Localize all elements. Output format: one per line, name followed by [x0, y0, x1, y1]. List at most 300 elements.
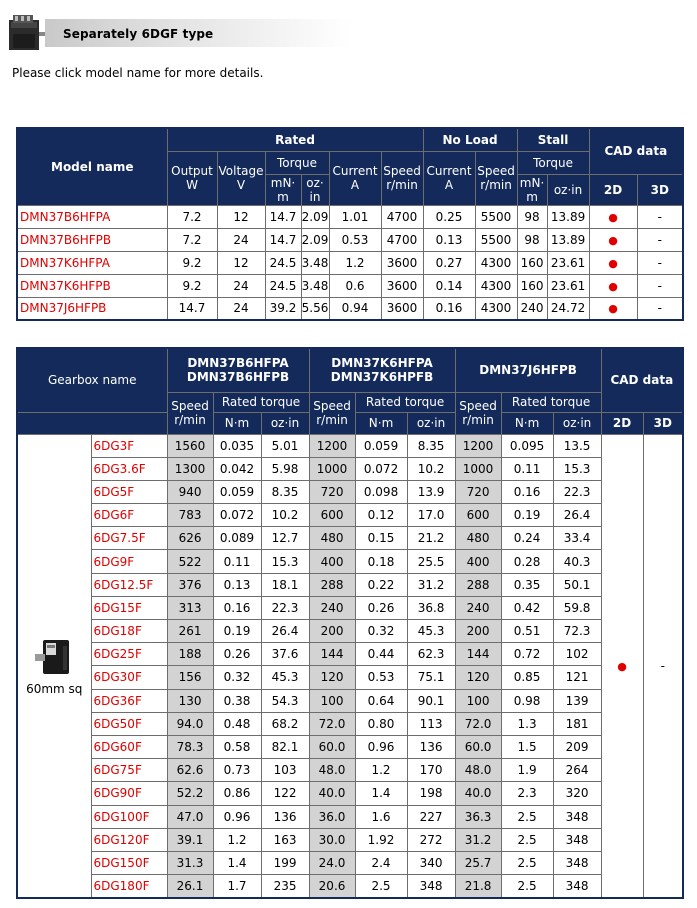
cell-o1: 18.1 — [261, 573, 309, 596]
cell-s3: 288 — [455, 573, 501, 596]
gearbox-name-link[interactable]: 6DG3.6F — [93, 461, 146, 476]
cell-s1: 313 — [167, 596, 213, 619]
gearbox-name-cell — [91, 596, 167, 619]
motor-spec-table — [16, 127, 684, 321]
header-torque-ozin: oz· in — [301, 174, 329, 205]
cell-s3: 48.0 — [455, 759, 501, 782]
gearbox-name-cell — [91, 851, 167, 874]
cell-n2: 0.22 — [355, 573, 407, 596]
cell-o2: 13.9 — [407, 480, 455, 503]
cell-o2: 45.3 — [407, 620, 455, 643]
cell-n1: 1.2 — [213, 828, 261, 851]
cell-torque-mn: 24.5 — [265, 274, 301, 297]
cell-n3: 0.19 — [501, 504, 553, 527]
cell-o3: 121 — [553, 666, 601, 689]
cell-n2: 0.098 — [355, 480, 407, 503]
cell-output: 7.2 — [167, 228, 217, 251]
cell-nl-speed: 4300 — [475, 274, 517, 297]
cell-s2: 100 — [309, 689, 355, 712]
cell-output: 9.2 — [167, 251, 217, 274]
cell-s2: 144 — [309, 643, 355, 666]
cell-o3: 348 — [553, 828, 601, 851]
gearbox-name-link[interactable]: 6DG50F — [93, 716, 142, 731]
cell-n3: 0.28 — [501, 550, 553, 573]
header-gear-cad-data: CAD data — [601, 348, 683, 412]
cell-stall-mn: 240 — [517, 297, 547, 320]
cell-stall-mn: 160 — [517, 274, 547, 297]
cell-n3: 0.11 — [501, 457, 553, 480]
gear-cad-3d-cell: - — [643, 434, 683, 898]
cell-o1: 45.3 — [261, 666, 309, 689]
cell-n2: 0.64 — [355, 689, 407, 712]
cell-s1: 52.2 — [167, 782, 213, 805]
cell-n2: 0.15 — [355, 527, 407, 550]
cell-o1: 37.6 — [261, 643, 309, 666]
table-row — [17, 875, 683, 898]
model-name-link[interactable]: DMN37B6HFPB — [20, 232, 112, 247]
cell-o3: 33.4 — [553, 527, 601, 550]
gearbox-name-cell — [91, 527, 167, 550]
header-cad-3d: 3D — [637, 174, 683, 205]
gearbox-name-link[interactable]: 6DG15F — [93, 600, 142, 615]
model-name-link[interactable]: DMN37B6HFPA — [20, 209, 111, 224]
model-name-cell — [17, 205, 167, 228]
model-name-cell — [17, 274, 167, 297]
cell-o2: 170 — [407, 759, 455, 782]
cell-s2: 20.6 — [309, 875, 355, 898]
header-motor-group-2: DMN37K6HFPA DMN37K6HPFB — [309, 348, 455, 392]
cell-s3: 40.0 — [455, 782, 501, 805]
cell-n2: 2.4 — [355, 851, 407, 874]
table-row — [17, 274, 683, 297]
cell-nl-speed: 5500 — [475, 228, 517, 251]
cell-s3: 60.0 — [455, 735, 501, 758]
cell-nl-speed: 5500 — [475, 205, 517, 228]
cell-current: 1.2 — [329, 251, 381, 274]
cell-stall-mn: 160 — [517, 251, 547, 274]
cell-n3: 1.5 — [501, 735, 553, 758]
cell-n2: 0.32 — [355, 620, 407, 643]
cell-o2: 21.2 — [407, 527, 455, 550]
cell-s3: 240 — [455, 596, 501, 619]
cell-n3: 1.3 — [501, 712, 553, 735]
cell-n1: 0.059 — [213, 480, 261, 503]
cell-torque-oz: 3.48 — [301, 274, 329, 297]
gearbox-name-link[interactable]: 6DG180F — [93, 878, 150, 893]
cell-n3: 0.16 — [501, 480, 553, 503]
table-row — [17, 251, 683, 274]
table-row — [17, 504, 683, 527]
table-row — [17, 228, 683, 251]
cell-n2: 0.12 — [355, 504, 407, 527]
cell-n1: 0.48 — [213, 712, 261, 735]
cell-s3: 100 — [455, 689, 501, 712]
cad-3d-cell: - — [637, 297, 683, 320]
cell-speed: 3600 — [381, 297, 423, 320]
cad-3d-cell: - — [637, 205, 683, 228]
table-row — [17, 712, 683, 735]
cell-output: 9.2 — [167, 274, 217, 297]
model-name-cell — [17, 297, 167, 320]
cell-s1: 1300 — [167, 457, 213, 480]
cell-s2: 1200 — [309, 434, 355, 457]
cell-n3: 2.5 — [501, 828, 553, 851]
gearbox-name-link[interactable]: 6DG18F — [93, 624, 142, 639]
gearbox-name-cell — [91, 643, 167, 666]
cell-o1: 26.4 — [261, 620, 309, 643]
cell-n3: 0.42 — [501, 596, 553, 619]
header-g1-rated-torque: Rated torque — [213, 392, 309, 412]
cell-s2: 72.0 — [309, 712, 355, 735]
header-rated: Rated — [167, 128, 423, 151]
cell-n1: 0.73 — [213, 759, 261, 782]
model-name-link[interactable]: DMN37K6HFPB — [20, 278, 111, 293]
gearbox-name-link[interactable]: 6DG6F — [93, 508, 135, 523]
cell-s3: 1200 — [455, 434, 501, 457]
header-stall-torque: Torque — [517, 151, 589, 174]
cell-s2: 480 — [309, 527, 355, 550]
cell-n2: 0.26 — [355, 596, 407, 619]
gearbox-name-link[interactable]: 6DG30F — [93, 670, 142, 685]
cell-n1: 0.042 — [213, 457, 261, 480]
cad-3d-cell: - — [637, 274, 683, 297]
cell-s2: 720 — [309, 480, 355, 503]
cell-s3: 36.3 — [455, 805, 501, 828]
header-motor-group-1: DMN37B6HFPA DMN37B6HFPB — [167, 348, 309, 392]
cell-n3: 2.5 — [501, 875, 553, 898]
header-g2-rated-torque: Rated torque — [355, 392, 455, 412]
cad-2d-link[interactable]: ● — [608, 279, 618, 293]
cell-voltage: 24 — [217, 297, 265, 320]
cell-s3: 21.8 — [455, 875, 501, 898]
cell-o3: 320 — [553, 782, 601, 805]
cell-s2: 24.0 — [309, 851, 355, 874]
cell-s2: 1000 — [309, 457, 355, 480]
cell-output: 14.7 — [167, 297, 217, 320]
table-row — [17, 457, 683, 480]
cell-stall-oz: 24.72 — [547, 297, 589, 320]
cad-2d-cell — [589, 251, 637, 274]
header-noload-current: Current A — [423, 151, 475, 205]
cell-current: 0.94 — [329, 297, 381, 320]
cell-n3: 0.51 — [501, 620, 553, 643]
model-name-link[interactable]: DMN37J6HFPB — [20, 301, 107, 316]
header-g1-nm: N·m — [213, 412, 261, 434]
cell-o3: 15.3 — [553, 457, 601, 480]
cell-o3: 348 — [553, 851, 601, 874]
cell-n1: 0.089 — [213, 527, 261, 550]
cell-o1: 12.7 — [261, 527, 309, 550]
cell-n2: 0.059 — [355, 434, 407, 457]
cell-o3: 348 — [553, 805, 601, 828]
cad-2d-link[interactable]: ● — [608, 256, 618, 270]
cell-o2: 227 — [407, 805, 455, 828]
gearbox-size-label: 60mm sq — [26, 681, 83, 696]
gearbox-name-link[interactable]: 6DG12.5F — [93, 577, 154, 592]
cell-torque-oz: 3.48 — [301, 251, 329, 274]
cell-o1: 22.3 — [261, 596, 309, 619]
cad-2d-link[interactable]: ● — [608, 210, 618, 224]
table-row — [17, 782, 683, 805]
cell-o2: 136 — [407, 735, 455, 758]
cell-o2: 25.5 — [407, 550, 455, 573]
cell-o3: 102 — [553, 643, 601, 666]
cad-2d-link[interactable]: ● — [608, 302, 618, 316]
cell-o1: 103 — [261, 759, 309, 782]
cell-s1: 130 — [167, 689, 213, 712]
cell-n1: 0.072 — [213, 504, 261, 527]
cell-o2: 8.35 — [407, 434, 455, 457]
cell-s1: 31.3 — [167, 851, 213, 874]
cell-n1: 0.38 — [213, 689, 261, 712]
gearbox-name-link[interactable]: 6DG5F — [93, 484, 135, 499]
cad-2d-cell — [589, 205, 637, 228]
cell-n1: 0.16 — [213, 596, 261, 619]
gearbox-name-cell — [91, 550, 167, 573]
cell-o3: 264 — [553, 759, 601, 782]
cell-stall-oz: 23.61 — [547, 251, 589, 274]
gearbox-name-cell — [91, 504, 167, 527]
cell-s1: 94.0 — [167, 712, 213, 735]
header-g1-speed: Speed r/min — [167, 392, 213, 434]
header-motor-group-3: DMN37J6HFPB — [455, 348, 601, 392]
model-name-cell — [17, 251, 167, 274]
cell-o2: 17.0 — [407, 504, 455, 527]
cell-stall-mn: 98 — [517, 205, 547, 228]
cell-n3: 0.72 — [501, 643, 553, 666]
gearbox-name-link[interactable]: 6DG7.5F — [93, 531, 146, 546]
cell-nl-speed: 4300 — [475, 297, 517, 320]
gearbox-name-cell — [91, 457, 167, 480]
section-header — [5, 12, 350, 54]
gearbox-name-link[interactable]: 6DG60F — [93, 740, 142, 755]
cell-nl-current: 0.27 — [423, 251, 475, 274]
cell-torque-mn: 14.7 — [265, 228, 301, 251]
gearbox-name-cell — [91, 573, 167, 596]
gearbox-name-link[interactable]: 6DG75F — [93, 763, 142, 778]
cell-o1: 5.98 — [261, 457, 309, 480]
cell-n1: 0.13 — [213, 573, 261, 596]
cell-current: 0.6 — [329, 274, 381, 297]
table-row — [17, 620, 683, 643]
header-stall: Stall — [517, 128, 589, 151]
cell-o3: 209 — [553, 735, 601, 758]
cell-n2: 0.072 — [355, 457, 407, 480]
cell-s2: 240 — [309, 596, 355, 619]
cell-speed: 4700 — [381, 228, 423, 251]
model-name-link[interactable]: DMN37K6HFPA — [20, 255, 110, 270]
cell-s3: 120 — [455, 666, 501, 689]
cell-o1: 199 — [261, 851, 309, 874]
gearbox-name-cell — [91, 712, 167, 735]
cell-o2: 36.8 — [407, 596, 455, 619]
gearbox-spec-table — [16, 347, 684, 899]
cell-n2: 1.92 — [355, 828, 407, 851]
header-g2-nm: N·m — [355, 412, 407, 434]
header-g3-rated-torque: Rated torque — [501, 392, 601, 412]
cell-s2: 288 — [309, 573, 355, 596]
cell-s3: 600 — [455, 504, 501, 527]
cad-2d-link[interactable]: ● — [608, 233, 618, 247]
header-cad-2d: 2D — [589, 174, 637, 205]
cell-n2: 1.2 — [355, 759, 407, 782]
cell-n3: 1.9 — [501, 759, 553, 782]
gearbox-name-link[interactable]: 6DG36F — [93, 693, 142, 708]
cell-n3: 0.35 — [501, 573, 553, 596]
cell-voltage: 24 — [217, 274, 265, 297]
cell-current: 0.53 — [329, 228, 381, 251]
cell-o2: 272 — [407, 828, 455, 851]
cell-o1: 82.1 — [261, 735, 309, 758]
header-voltage: Voltage V — [217, 151, 265, 205]
header-noload-speed: Speed r/min — [475, 151, 517, 205]
cell-n2: 2.5 — [355, 875, 407, 898]
gearbox-name-cell — [91, 666, 167, 689]
header-gearbox-spacer — [17, 412, 167, 434]
cell-o1: 15.3 — [261, 550, 309, 573]
cell-speed: 4700 — [381, 205, 423, 228]
motor-icon — [5, 12, 47, 54]
header-no-load: No Load — [423, 128, 517, 151]
cell-o3: 13.5 — [553, 434, 601, 457]
cell-o3: 139 — [553, 689, 601, 712]
gear-cad-2d-cell — [601, 434, 643, 898]
header-output: Output W — [167, 151, 217, 205]
cell-o2: 10.2 — [407, 457, 455, 480]
cell-torque-oz: 2.09 — [301, 228, 329, 251]
gearbox-name-cell — [91, 735, 167, 758]
cell-o3: 59.8 — [553, 596, 601, 619]
table-row — [17, 759, 683, 782]
table-row — [17, 573, 683, 596]
cell-o3: 181 — [553, 712, 601, 735]
header-torque: Torque — [265, 151, 329, 174]
cell-s1: 783 — [167, 504, 213, 527]
gearbox-name-cell — [91, 689, 167, 712]
table-row — [17, 550, 683, 573]
cell-s2: 36.0 — [309, 805, 355, 828]
cell-o1: 235 — [261, 875, 309, 898]
cell-n2: 0.44 — [355, 643, 407, 666]
cell-n2: 0.53 — [355, 666, 407, 689]
gear-cad-2d-link[interactable]: ● — [617, 659, 627, 673]
cell-s3: 144 — [455, 643, 501, 666]
header-stall-mnm: mN· m — [517, 174, 547, 205]
cell-n3: 0.24 — [501, 527, 553, 550]
cell-n1: 0.035 — [213, 434, 261, 457]
table-row — [17, 480, 683, 503]
cell-s1: 26.1 — [167, 875, 213, 898]
header-g3-speed: Speed r/min — [455, 392, 501, 434]
cell-s2: 60.0 — [309, 735, 355, 758]
gearbox-size-cell — [17, 434, 91, 898]
cell-s3: 31.2 — [455, 828, 501, 851]
cell-o1: 68.2 — [261, 712, 309, 735]
cell-n2: 1.4 — [355, 782, 407, 805]
instruction-text: Please click model name for more details. — [12, 66, 264, 80]
cell-s3: 400 — [455, 550, 501, 573]
cell-stall-oz: 23.61 — [547, 274, 589, 297]
cell-n3: 0.095 — [501, 434, 553, 457]
cad-2d-cell — [589, 274, 637, 297]
cell-s1: 522 — [167, 550, 213, 573]
header-g1-ozin: oz·in — [261, 412, 309, 434]
cell-s1: 156 — [167, 666, 213, 689]
table-row — [17, 805, 683, 828]
header-g3-nm: N·m — [501, 412, 553, 434]
cell-o2: 198 — [407, 782, 455, 805]
table-row — [17, 527, 683, 550]
cell-s1: 626 — [167, 527, 213, 550]
cell-o1: 122 — [261, 782, 309, 805]
table-row — [17, 205, 683, 228]
cell-o3: 26.4 — [553, 504, 601, 527]
cad-3d-cell: - — [637, 228, 683, 251]
gearbox-name-link[interactable]: 6DG25F — [93, 647, 142, 662]
gearbox-name-link[interactable]: 6DG9F — [93, 554, 135, 569]
cell-s3: 480 — [455, 527, 501, 550]
table-row — [17, 828, 683, 851]
cell-s2: 30.0 — [309, 828, 355, 851]
cell-o3: 50.1 — [553, 573, 601, 596]
cell-o1: 5.01 — [261, 434, 309, 457]
cell-s3: 25.7 — [455, 851, 501, 874]
cell-o3: 72.3 — [553, 620, 601, 643]
cell-o1: 10.2 — [261, 504, 309, 527]
cell-s1: 376 — [167, 573, 213, 596]
gearbox-icon — [33, 636, 75, 678]
gearbox-name-cell — [91, 480, 167, 503]
gearbox-name-link[interactable]: 6DG3F — [93, 438, 135, 453]
cell-speed: 3600 — [381, 251, 423, 274]
cell-n1: 1.4 — [213, 851, 261, 874]
header-g2-ozin: oz·in — [407, 412, 455, 434]
cell-torque-mn: 14.7 — [265, 205, 301, 228]
cell-current: 1.01 — [329, 205, 381, 228]
page-title: Separately 6DGF type — [63, 27, 214, 41]
cell-o3: 40.3 — [553, 550, 601, 573]
gearbox-name-link[interactable]: 6DG100F — [93, 809, 150, 824]
cell-nl-speed: 4300 — [475, 251, 517, 274]
table-row — [17, 434, 683, 457]
header-g2-speed: Speed r/min — [309, 392, 355, 434]
cell-n1: 0.96 — [213, 805, 261, 828]
cell-s1: 940 — [167, 480, 213, 503]
cell-stall-oz: 13.89 — [547, 228, 589, 251]
gearbox-name-cell — [91, 875, 167, 898]
gearbox-name-cell — [91, 828, 167, 851]
cell-speed: 3600 — [381, 274, 423, 297]
cell-s2: 40.0 — [309, 782, 355, 805]
table-row — [17, 643, 683, 666]
cell-o2: 75.1 — [407, 666, 455, 689]
header-gearbox-name: Gearbox name — [17, 348, 167, 412]
gearbox-name-link[interactable]: 6DG120F — [93, 832, 150, 847]
cell-o2: 62.3 — [407, 643, 455, 666]
cell-n1: 1.7 — [213, 875, 261, 898]
cad-3d-cell: - — [637, 251, 683, 274]
cell-n3: 0.85 — [501, 666, 553, 689]
header-g3-ozin: oz·in — [553, 412, 601, 434]
cell-n1: 0.86 — [213, 782, 261, 805]
cell-o2: 348 — [407, 875, 455, 898]
gearbox-name-link[interactable]: 6DG150F — [93, 855, 150, 870]
cell-s2: 120 — [309, 666, 355, 689]
header-stall-ozin: oz·in — [547, 174, 589, 205]
cell-o3: 22.3 — [553, 480, 601, 503]
cell-s2: 400 — [309, 550, 355, 573]
gearbox-name-link[interactable]: 6DG90F — [93, 786, 142, 801]
